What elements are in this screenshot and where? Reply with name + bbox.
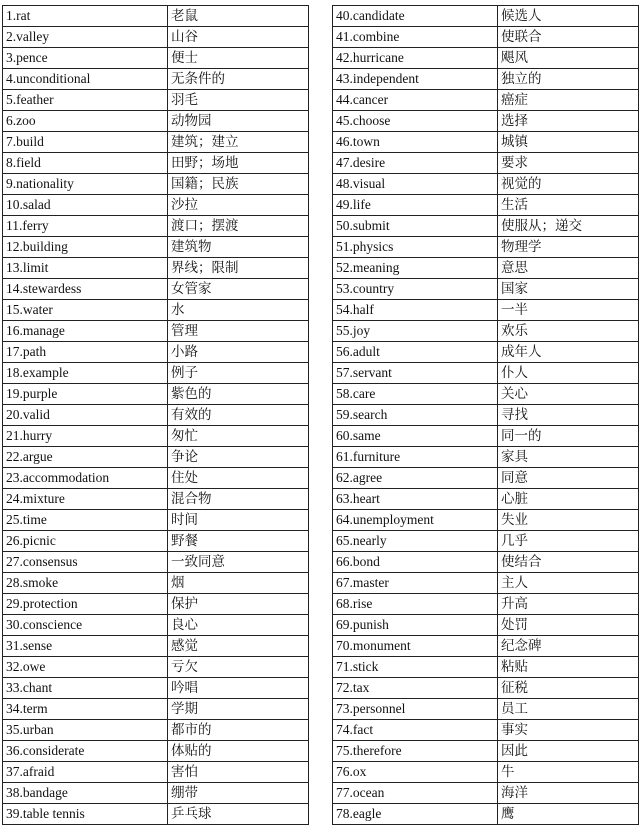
english-word: 16.manage (3, 321, 168, 342)
english-word: 6.zoo (3, 111, 168, 132)
chinese-meaning: 使结合 (498, 552, 639, 573)
english-word: 65.nearly (333, 531, 498, 552)
chinese-meaning: 一半 (498, 300, 639, 321)
english-word: 19.purple (3, 384, 168, 405)
english-word: 51.physics (333, 237, 498, 258)
english-word: 15.water (3, 300, 168, 321)
vocab-row (333, 90, 639, 111)
english-word: 24.mixture (3, 489, 168, 510)
vocab-row (333, 468, 639, 489)
chinese-meaning: 欢乐 (498, 321, 639, 342)
chinese-meaning: 亏欠 (168, 657, 309, 678)
english-word: 57.servant (333, 363, 498, 384)
vocab-row (3, 279, 309, 300)
english-word: 56.adult (333, 342, 498, 363)
english-word: 2.valley (3, 27, 168, 48)
vocab-row (333, 153, 639, 174)
chinese-meaning: 候选人 (498, 6, 639, 27)
vocab-row (333, 762, 639, 783)
chinese-meaning: 主人 (498, 573, 639, 594)
chinese-meaning: 界线；限制 (168, 258, 309, 279)
vocab-row (333, 489, 639, 510)
vocab-row (3, 489, 309, 510)
vocab-row (3, 762, 309, 783)
english-word: 69.punish (333, 615, 498, 636)
english-word: 22.argue (3, 447, 168, 468)
vocab-row (333, 342, 639, 363)
chinese-meaning: 时间 (168, 510, 309, 531)
english-word: 35.urban (3, 720, 168, 741)
english-word: 11.ferry (3, 216, 168, 237)
vocab-row (333, 195, 639, 216)
vocab-row (3, 342, 309, 363)
vocab-row (3, 384, 309, 405)
vocab-row (3, 678, 309, 699)
chinese-meaning: 田野；场地 (168, 153, 309, 174)
chinese-meaning: 家具 (498, 447, 639, 468)
vocab-row (3, 510, 309, 531)
vocab-row (3, 615, 309, 636)
chinese-meaning: 渡口；摆渡 (168, 216, 309, 237)
chinese-meaning: 选择 (498, 111, 639, 132)
english-word: 59.search (333, 405, 498, 426)
chinese-meaning: 羽毛 (168, 90, 309, 111)
english-word: 61.furniture (333, 447, 498, 468)
vocab-row (333, 237, 639, 258)
chinese-meaning: 小路 (168, 342, 309, 363)
vocab-row (333, 783, 639, 804)
vocab-row (333, 573, 639, 594)
english-word: 25.time (3, 510, 168, 531)
chinese-meaning: 员工 (498, 699, 639, 720)
vocab-row (3, 594, 309, 615)
chinese-meaning: 争论 (168, 447, 309, 468)
english-word: 53.country (333, 279, 498, 300)
english-word: 29.protection (3, 594, 168, 615)
english-word: 44.cancer (333, 90, 498, 111)
vocab-row (3, 468, 309, 489)
english-word: 37.afraid (3, 762, 168, 783)
vocab-row (3, 552, 309, 573)
english-word: 78.eagle (333, 804, 498, 825)
english-word: 5.feather (3, 90, 168, 111)
vocab-row (3, 69, 309, 90)
chinese-meaning: 建筑；建立 (168, 132, 309, 153)
chinese-meaning: 鹰 (498, 804, 639, 825)
chinese-meaning: 山谷 (168, 27, 309, 48)
chinese-meaning: 动物园 (168, 111, 309, 132)
english-word: 49.life (333, 195, 498, 216)
english-word: 60.same (333, 426, 498, 447)
chinese-meaning: 生活 (498, 195, 639, 216)
chinese-meaning: 无条件的 (168, 69, 309, 90)
english-word: 76.ox (333, 762, 498, 783)
english-word: 74.fact (333, 720, 498, 741)
chinese-meaning: 便士 (168, 48, 309, 69)
english-word: 43.independent (333, 69, 498, 90)
vocab-row (3, 657, 309, 678)
vocab-row (3, 90, 309, 111)
chinese-meaning: 国家 (498, 279, 639, 300)
english-word: 70.monument (333, 636, 498, 657)
chinese-meaning: 水 (168, 300, 309, 321)
vocab-table-left (2, 5, 309, 825)
english-word: 41.combine (333, 27, 498, 48)
vocab-row (333, 741, 639, 762)
vocab-row (333, 594, 639, 615)
chinese-meaning: 混合物 (168, 489, 309, 510)
vocab-row (3, 699, 309, 720)
chinese-meaning: 升高 (498, 594, 639, 615)
chinese-meaning: 粘贴 (498, 657, 639, 678)
chinese-meaning: 建筑物 (168, 237, 309, 258)
chinese-meaning: 要求 (498, 153, 639, 174)
english-word: 71.stick (333, 657, 498, 678)
english-word: 36.considerate (3, 741, 168, 762)
vocab-row (3, 783, 309, 804)
chinese-meaning: 烟 (168, 573, 309, 594)
chinese-meaning: 例子 (168, 363, 309, 384)
vocab-row (333, 258, 639, 279)
chinese-meaning: 失业 (498, 510, 639, 531)
english-word: 31.sense (3, 636, 168, 657)
vocab-table-right (332, 5, 639, 825)
english-word: 34.term (3, 699, 168, 720)
english-word: 12.building (3, 237, 168, 258)
english-word: 72.tax (333, 678, 498, 699)
chinese-meaning: 海洋 (498, 783, 639, 804)
english-word: 67.master (333, 573, 498, 594)
vocab-row (333, 552, 639, 573)
vocab-row (333, 300, 639, 321)
english-word: 27.consensus (3, 552, 168, 573)
english-word: 66.bond (333, 552, 498, 573)
english-word: 75.therefore (333, 741, 498, 762)
english-word: 45.choose (333, 111, 498, 132)
vocab-row (3, 111, 309, 132)
vocab-row (3, 531, 309, 552)
chinese-meaning: 事实 (498, 720, 639, 741)
vocab-row (3, 258, 309, 279)
english-word: 3.pence (3, 48, 168, 69)
vocab-row (3, 216, 309, 237)
chinese-meaning: 害怕 (168, 762, 309, 783)
vocab-row (333, 426, 639, 447)
english-word: 38.bandage (3, 783, 168, 804)
vocab-row (3, 237, 309, 258)
chinese-meaning: 国籍；民族 (168, 174, 309, 195)
english-word: 46.town (333, 132, 498, 153)
vocab-table-left-body (3, 6, 309, 825)
vocab-row (3, 153, 309, 174)
vocab-row (333, 279, 639, 300)
chinese-meaning: 同意 (498, 468, 639, 489)
english-word: 4.unconditional (3, 69, 168, 90)
vocab-row (333, 111, 639, 132)
vocab-row (333, 363, 639, 384)
chinese-meaning: 都市的 (168, 720, 309, 741)
english-word: 48.visual (333, 174, 498, 195)
english-word: 30.conscience (3, 615, 168, 636)
vocab-row (333, 447, 639, 468)
chinese-meaning: 处罚 (498, 615, 639, 636)
chinese-meaning: 沙拉 (168, 195, 309, 216)
chinese-meaning: 一致同意 (168, 552, 309, 573)
vocab-row (3, 6, 309, 27)
english-word: 17.path (3, 342, 168, 363)
vocab-row (333, 384, 639, 405)
vocab-row (3, 405, 309, 426)
english-word: 21.hurry (3, 426, 168, 447)
vocab-row (3, 363, 309, 384)
english-word: 33.chant (3, 678, 168, 699)
english-word: 64.unemployment (333, 510, 498, 531)
chinese-meaning: 管理 (168, 321, 309, 342)
vocab-row (333, 657, 639, 678)
vocab-row (333, 636, 639, 657)
chinese-meaning: 住处 (168, 468, 309, 489)
chinese-meaning: 学期 (168, 699, 309, 720)
vocab-row (333, 804, 639, 825)
chinese-meaning: 有效的 (168, 405, 309, 426)
vocab-row (333, 720, 639, 741)
vocab-row (333, 678, 639, 699)
english-word: 8.field (3, 153, 168, 174)
chinese-meaning: 仆人 (498, 363, 639, 384)
vocab-row (333, 48, 639, 69)
vocab-row (333, 132, 639, 153)
english-word: 14.stewardess (3, 279, 168, 300)
vocab-row (333, 510, 639, 531)
chinese-meaning: 保护 (168, 594, 309, 615)
chinese-meaning: 女管家 (168, 279, 309, 300)
chinese-meaning: 匆忙 (168, 426, 309, 447)
english-word: 73.personnel (333, 699, 498, 720)
vocab-row (3, 636, 309, 657)
vocab-row (3, 132, 309, 153)
vocab-row (3, 195, 309, 216)
vocab-row (333, 321, 639, 342)
chinese-meaning: 成年人 (498, 342, 639, 363)
chinese-meaning: 牛 (498, 762, 639, 783)
english-word: 40.candidate (333, 6, 498, 27)
vocab-row (3, 48, 309, 69)
chinese-meaning: 紫色的 (168, 384, 309, 405)
english-word: 62.agree (333, 468, 498, 489)
chinese-meaning: 视觉的 (498, 174, 639, 195)
vocab-row (333, 615, 639, 636)
english-word: 20.valid (3, 405, 168, 426)
chinese-meaning: 同一的 (498, 426, 639, 447)
chinese-meaning: 体贴的 (168, 741, 309, 762)
chinese-meaning: 飓风 (498, 48, 639, 69)
vocab-row (333, 6, 639, 27)
chinese-meaning: 纪念碑 (498, 636, 639, 657)
vocab-row (3, 573, 309, 594)
chinese-meaning: 良心 (168, 615, 309, 636)
vocab-row (333, 531, 639, 552)
english-word: 52.meaning (333, 258, 498, 279)
chinese-meaning: 吟唱 (168, 678, 309, 699)
chinese-meaning: 因此 (498, 741, 639, 762)
vocab-row (3, 300, 309, 321)
vocab-row (333, 174, 639, 195)
vocab-row (333, 405, 639, 426)
english-word: 58.care (333, 384, 498, 405)
vocab-table-right-body (333, 6, 639, 825)
english-word: 39.table tennis (3, 804, 168, 825)
english-word: 47.desire (333, 153, 498, 174)
english-word: 68.rise (333, 594, 498, 615)
chinese-meaning: 使联合 (498, 27, 639, 48)
vocab-row (3, 447, 309, 468)
english-word: 26.picnic (3, 531, 168, 552)
chinese-meaning: 老鼠 (168, 6, 309, 27)
english-word: 28.smoke (3, 573, 168, 594)
chinese-meaning: 感觉 (168, 636, 309, 657)
english-word: 54.half (333, 300, 498, 321)
chinese-meaning: 乒乓球 (168, 804, 309, 825)
english-word: 32.owe (3, 657, 168, 678)
chinese-meaning: 意思 (498, 258, 639, 279)
english-word: 77.ocean (333, 783, 498, 804)
chinese-meaning: 心脏 (498, 489, 639, 510)
english-word: 63.heart (333, 489, 498, 510)
english-word: 23.accommodation (3, 468, 168, 489)
english-word: 13.limit (3, 258, 168, 279)
vocab-row (333, 69, 639, 90)
english-word: 1.rat (3, 6, 168, 27)
chinese-meaning: 关心 (498, 384, 639, 405)
vocab-row (3, 27, 309, 48)
english-word: 50.submit (333, 216, 498, 237)
vocab-row (3, 426, 309, 447)
chinese-meaning: 独立的 (498, 69, 639, 90)
chinese-meaning: 寻找 (498, 405, 639, 426)
chinese-meaning: 几乎 (498, 531, 639, 552)
english-word: 55.joy (333, 321, 498, 342)
vocab-row (3, 741, 309, 762)
english-word: 9.nationality (3, 174, 168, 195)
vocab-row (333, 27, 639, 48)
vocab-row (333, 699, 639, 720)
vocab-row (3, 720, 309, 741)
vocab-row (333, 216, 639, 237)
chinese-meaning: 征税 (498, 678, 639, 699)
chinese-meaning: 城镇 (498, 132, 639, 153)
chinese-meaning: 野餐 (168, 531, 309, 552)
chinese-meaning: 使服从；递交 (498, 216, 639, 237)
english-word: 18.example (3, 363, 168, 384)
english-word: 7.build (3, 132, 168, 153)
vocab-row (3, 804, 309, 825)
chinese-meaning: 物理学 (498, 237, 639, 258)
chinese-meaning: 绷带 (168, 783, 309, 804)
vocab-row (3, 321, 309, 342)
vocab-row (3, 174, 309, 195)
english-word: 10.salad (3, 195, 168, 216)
chinese-meaning: 癌症 (498, 90, 639, 111)
english-word: 42.hurricane (333, 48, 498, 69)
